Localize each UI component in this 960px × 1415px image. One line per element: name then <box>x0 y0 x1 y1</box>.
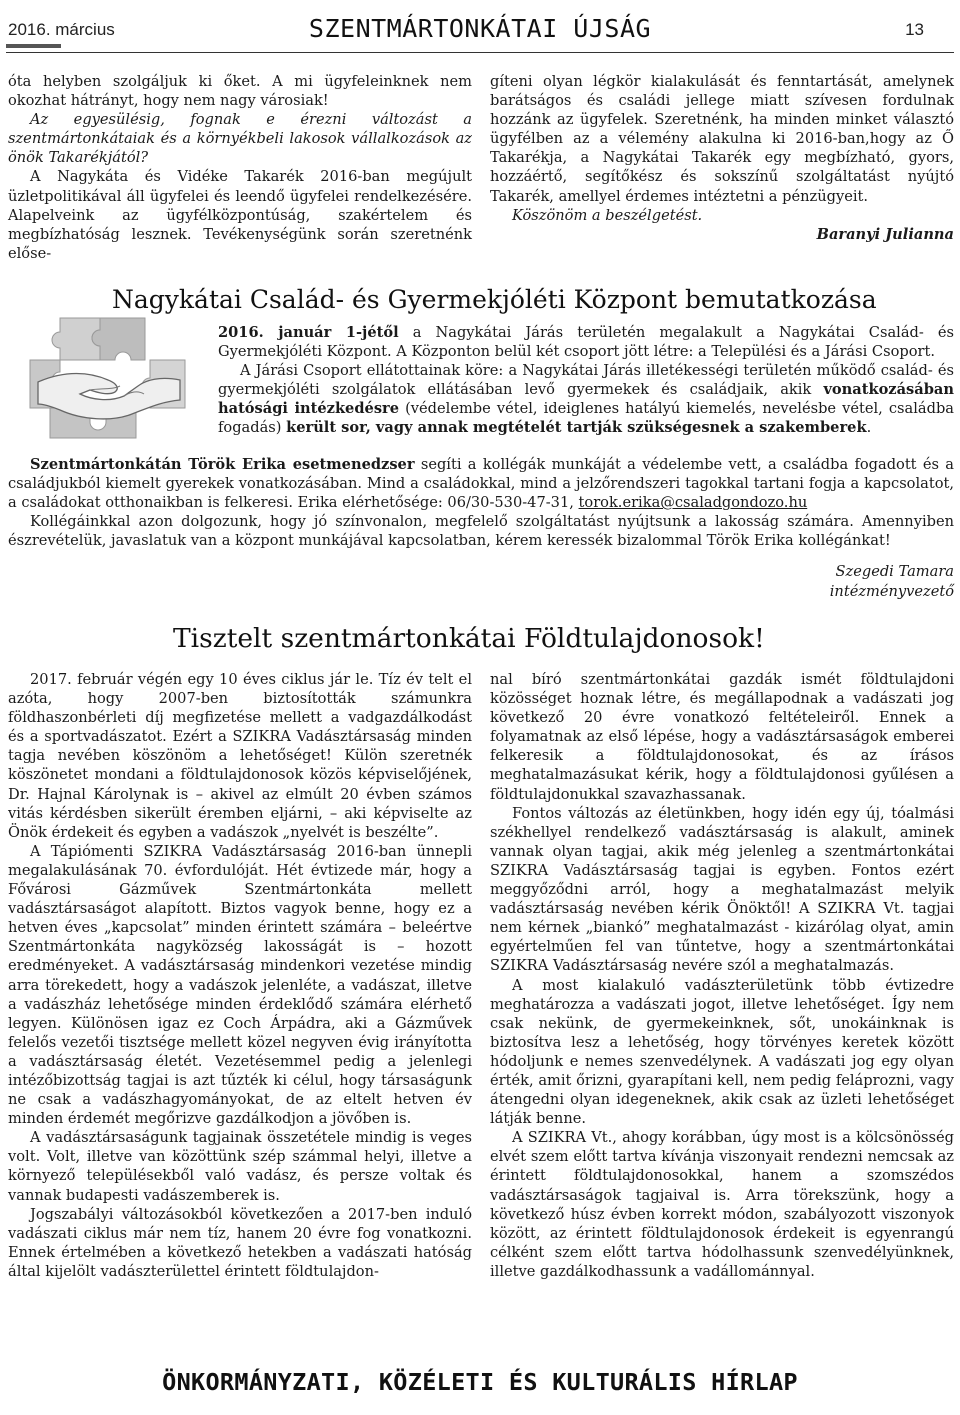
caseworker-name: Szentmártonkátán Török Erika esetmenedzser <box>30 456 415 473</box>
paragraph-text: segíti a kollégák munkáját a védelembe vett, a családba fogadott és a családjukból kiemelt gyerekek vonatkozásában. Mind a családokkal, mind a jelzőrendszeri tagokkal tartani fogja a kapcsolatot, a családokat otthonaikban is felkeresi. Erika elérhetősége: 06/30-530-47-31, <box>8 456 954 512</box>
emphasis: vonatkozásában hatósági intézkedésre <box>218 381 954 418</box>
paragraph <box>218 323 954 361</box>
signature-role: intézményvezető <box>829 582 954 600</box>
date-highlight: 2016. január 1-jétől <box>218 324 399 341</box>
paragraph: Jogszabályi változásokból következően a 2017-ben induló vadászati ciklus már nem tíz, hanem 20 évre fog vonatkozni. Ennek értelmében a következő hetekben a vadászati hatóság által kijelölt vadászterülettel érintett földtulajdon- <box>8 1205 472 1280</box>
paragraph-text: a Nagykátai Járás területén megalakult a Nagykátai Család- és Gyermekjóléti Központ. A Központon belül két csoport jött létre: a Települési és a Járási Csoport. <box>218 324 954 361</box>
page-number: 13 <box>905 20 924 39</box>
paragraph: A vadásztársaságunk tagjainak összetétele mindig is veges volt. Volt, illetve van közöttünk szép számmal helyi, illetve a környező településekből való vadász, és persze voltak és vannak budapesti vadászemberek is. <box>8 1129 472 1204</box>
issue-date: 2016. március <box>8 20 115 39</box>
page-header <box>6 4 954 53</box>
closing-line: Köszönöm a beszélgetést. <box>512 206 703 224</box>
paragraph <box>8 455 954 512</box>
family-center-body <box>8 455 954 601</box>
article-title: Tisztelt szentmártonkátai Földtulajdonosok! <box>173 623 765 654</box>
paragraph: Kollégáinkkal azon dolgozunk, hogy jó színvonalon, megfelelő szolgáltatást nyújtsunk a lakosság számára. Amennyiben észrevételük, javaslatuk van a központ munkájával kapcsolatban, kérem keressék bizalommal Török Erika kollégánkat! <box>8 513 954 550</box>
emphasis: került sor, vagy annak megtételét tartják szükségesnek a szakemberek <box>286 419 867 437</box>
paragraph: nal bíró szentmártonkátai gazdák ismét földtulajdoni közösséget hoznak létre, és megállapodnak a vadászati jog következő 20 évre vonatkozó feltételeiről. Ennek a folyamatnak az első lépése, hogy a vadásztársaságok emberei felkeresik a földtulajdonosokat, és az írásos meghatalmazásukat kérik, hogy a földtulajdonosi gyűlésen a földtulajdonukkal szavazhassanak. <box>490 671 954 803</box>
interview-right-column <box>490 72 954 244</box>
paragraph: A Tápiómenti SZIKRA Vadásztársaság 2016-ban ünnepli megalakulásának 70. évfordulóját. Hét évtizede már, hogy a Fővárosi Gázművek Szentmártonkáta mellett vadásztársaságot alapított. Biztos vagyok benne, hogy ez a hetven éves „kapcsolat” minden érintett számára – beleértve Szentmártonkáta nagyközség lakosságát is – hozott eredményeket. A vadásztársaság mindenkori vezetése mindig arra törekedett, hogy a vadászok jelenléte, a vadászat, illetve a vadászház lehetősége minden érdeklődő számára elérhető legyen. Különösen igaz ez Coch Árpádra, aki a Gázművek felelős vezetői tisztsége mellett közel negyven évig irányította a vadásztársaság életét. Vezetésemmel pedig a jelenlegi intézőbizottság tagjai is azt tűzték ki célul, hogy társaságunk ne csak a vadászhagyományokat, de az eltelt hetven év minden érdemét megőrizve gazdálkodjon a jövőben is. <box>8 842 472 1128</box>
paragraph: A most kialakuló vadászterületünk több évtizedre meghatározza a vadászati jogot, illetve lehetőséget. Így nem csak nekünk, de gyermekeinknek, sőt, unokáinknak is biztosítva lesz a lehetőség, hogy törvényes keretek között hódoljunk e nemes szenvedélynek. A vadászati jog egy olyan érték, amit őrizni, gyarapítani kell, nem pedig feláprozni, vagy átengedni olyan idegeneknek, akik csak az üzleti lehetőséget látják benne. <box>490 976 954 1128</box>
paragraph: óta helyben szolgáljuk ki őket. A mi ügyfeleinknek nem okozhat hátrányt, hogy nem nagy városiak! <box>8 73 472 110</box>
paragraph-text: A Járási Csoport ellátottainak köre: a Nagykátai Járás illetékességi területén működő család- és gyermekjóléti szolgálatok ellátásában levő gyermekek és családjaik, akik <box>218 362 954 399</box>
paragraph: 2017. február végén egy 10 éves ciklus jár le. Tíz év telt el azóta, hogy 2007-ben biztosították számunkra földhaszonbérleti díj megfizetése mellett a vadgazdálkodást és a sportvadászatot. Ezért a SZIKRA Vadásztársaság minden tagja nevében köszönöm a lehetőséget! Külön szeretnék köszönetet mondani a földtulajdonosok közös képviselőjének, Dr. Hajnal Károlynak is – akivel az elmúlt 20 évben számos vitás kérdésben sikerült éremben eljárni, – aki képviselte az Önök érdekeit és egyben a vadászok „nyelvét is beszélte”. <box>8 671 472 841</box>
paragraph-text: (védelembe vétel, ideiglenes hatályú kiemelés, nevelésbe vétel, családba fogadás) <box>218 400 954 437</box>
family-center-intro <box>218 323 954 438</box>
article-title: Nagykátai Család- és Gyermekjóléti Központ bemutatkozása <box>112 285 877 314</box>
landowners-right-column <box>490 670 954 1281</box>
author-signature: Baranyi Julianna <box>816 225 954 243</box>
newspaper-title: SZENTMÁRTONKÁTAI ÚJSÁG <box>308 14 652 43</box>
interview-question: Az egyesülésig, fognak e érezni változást a szentmártonkátaiak és a környékbeli lakosok vállalkozások az önök Takarékjától? <box>8 111 472 167</box>
header-accent-bar <box>6 44 61 48</box>
paragraph <box>218 361 954 437</box>
signature-name: Szegedi Tamara <box>835 563 954 581</box>
page-footer: ÖNKORMÁNYZATI, KÖZÉLETI ÉS KULTURÁLIS HÍRLAP <box>162 1368 798 1396</box>
paragraph: Fontos változás az életünkben, hogy idén egy új, tóalmási székhellyel rendelkező vadásztársaság is alakult, aminek vannak olyan tagjai, akik még jelenleg a szentmártonkátai SZIKRA Vadásztársaság tagjai is egyben. Fontos ezért meggyőződni arról, hogy a meghatalmazást melyik vadásztársaság nevében kérik Önöktől! A SZIKRA Vt. tagjai nem kérnek „biankó” meghatalmazást - kizárólag olyat, amin egyértelműen fel van tűntetve, hogy a szentmártonkátai SZIKRA Vadásztársaság nevére szól a meghatalmazás. <box>490 804 954 975</box>
paragraph: gíteni olyan légkör kialakulását és fenntartását, amelynek barátságos és családi jellege miatt szívesen fordulnak hozzánk az ügyfelek. Szeretnénk, ha minden minket választó ügyfélben az a vélemény alakulna ki 2016-ban,hogy az Ő Takarékja, a Nagykátai Takarék egy megbízható, gyors, hozzáértő, segítőkész és sokszínű szolgáltatást nyújtó Takarék, amellyel érdemes intéztetni a pénzügyeit. <box>490 73 954 205</box>
paragraph: A Nagykáta és Vidéke Takarék 2016-ban megújult üzletpolitikával áll ügyfelei és leendő ügyfelei rendelkezésére. Alapelveink az ügyfélközpontúság, szakértelem és megbízhatóság lesznek. Tevékenységünk során szeretnénk előse- <box>8 168 472 262</box>
paragraph: A SZIKRA Vt., ahogy korábban, úgy most is a kölcsönösség elvét szem előtt tartva kívánja viszonyait rendezni nemcsak az érintett földtulajdonosokkal, hanem a szomszédos vadásztársaságok tagjaival is. Arra törekszünk, hogy a következő húsz évben korrekt módon, szabályozott viszonyok között, az érintett földtulajdonosok érdekeit is egyenrangú célként szem előtt tartva hódolhassunk szenvedélyünknek, illetve gazdálkodhassunk a vadállománnyal. <box>490 1129 954 1280</box>
interview-left-column <box>8 72 472 263</box>
paragraph-text: . <box>866 419 872 437</box>
hands-puzzle-icon <box>20 310 195 445</box>
email-link[interactable]: torok.erika@csaladgondozo.hu <box>578 494 808 512</box>
landowners-left-column <box>8 670 472 1281</box>
